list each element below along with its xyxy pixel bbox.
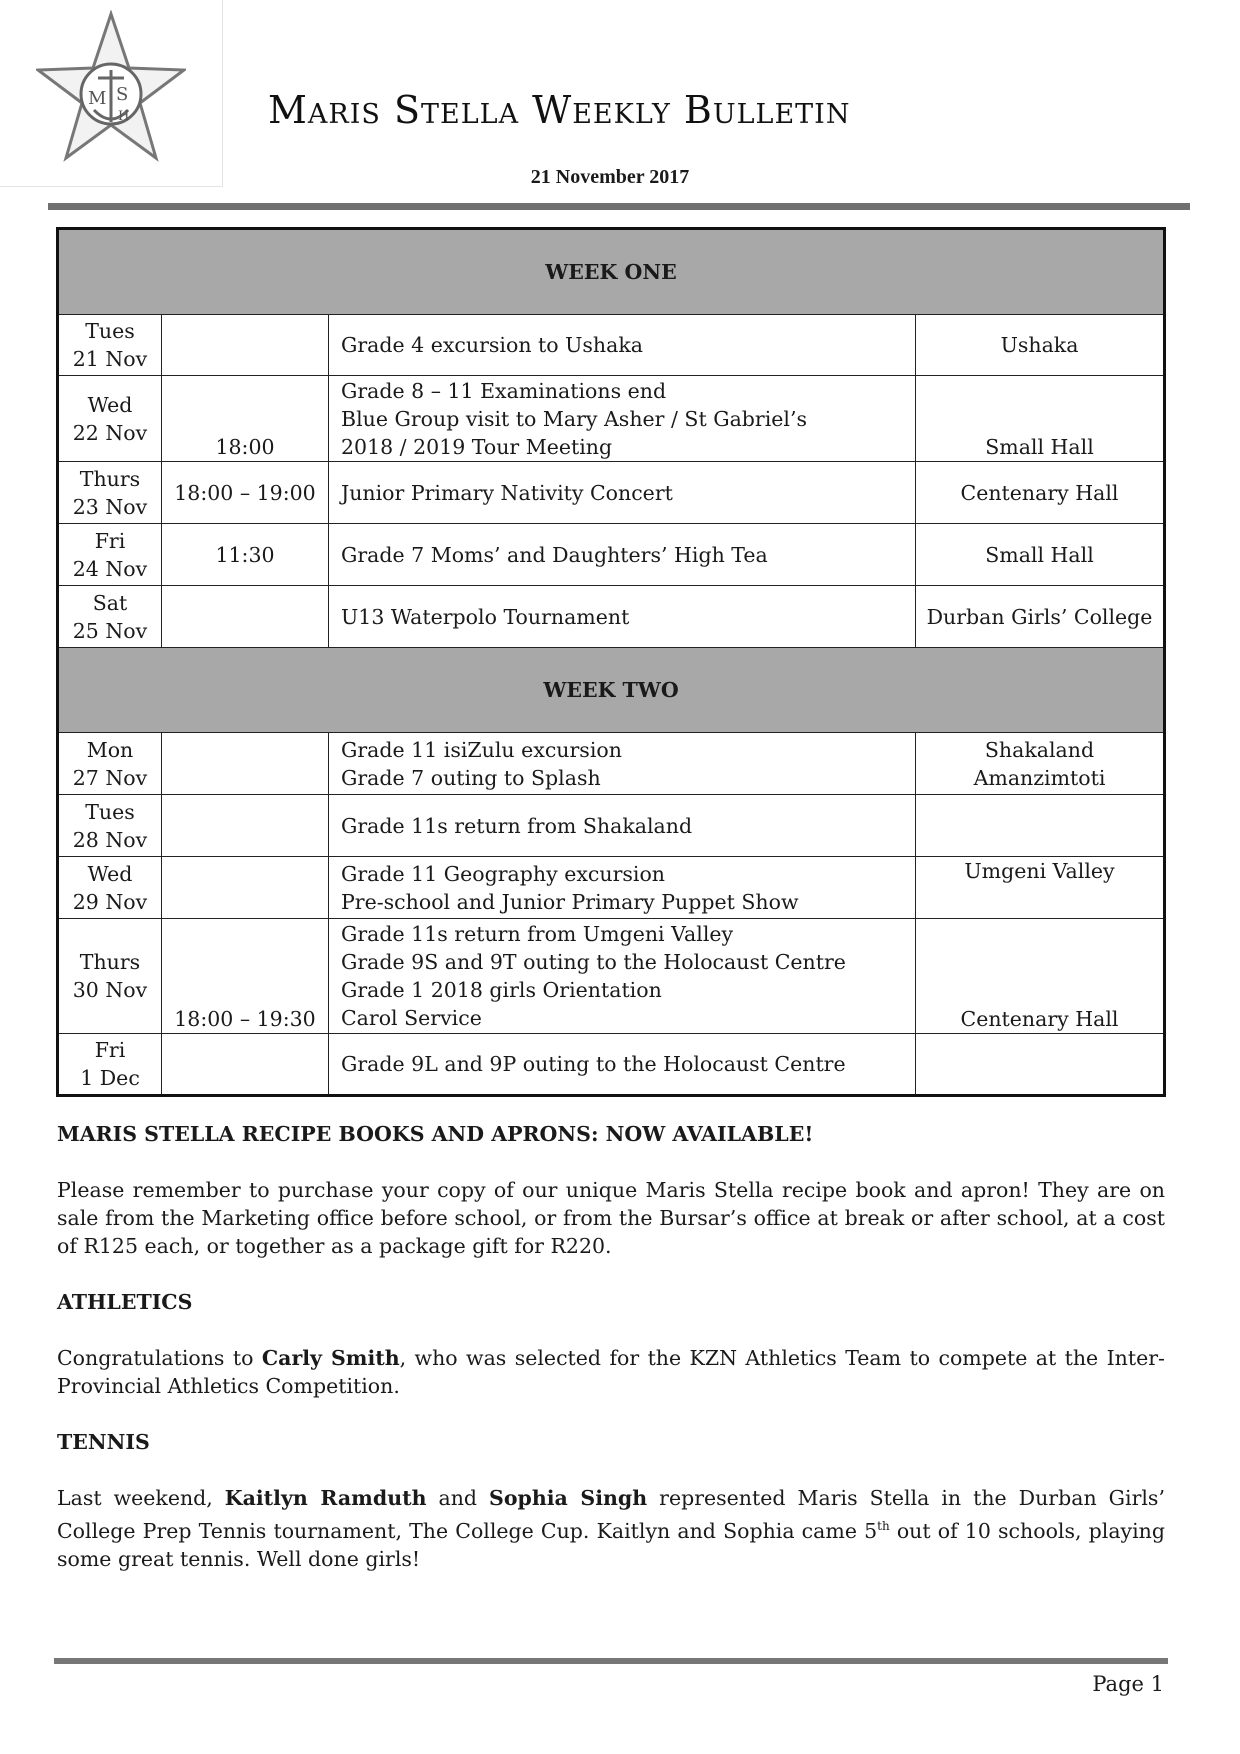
bulletin-date: 21 November 2017 xyxy=(530,166,690,188)
table-row xyxy=(58,919,1165,1034)
event-cell: Grade 11 Geography excursion Pre-school and Junior Primary Puppet Show xyxy=(329,857,916,919)
event-cell: Junior Primary Nativity Concert xyxy=(329,462,916,524)
venue-cell: Ushaka xyxy=(916,315,1165,376)
time-cell: 11:30 xyxy=(162,524,329,586)
day-cell: Thurs 23 Nov xyxy=(58,462,162,524)
time-cell xyxy=(162,315,329,376)
day-cell: Wed 22 Nov xyxy=(58,376,162,462)
player-name: Sophia Singh xyxy=(489,1486,648,1510)
time-cell: 18:00 – 19:30 xyxy=(162,919,329,1034)
week-two-header-row xyxy=(58,648,1165,733)
day-cell: Sat 25 Nov xyxy=(58,586,162,648)
footer-divider xyxy=(54,1658,1168,1664)
day-cell: Fri 1 Dec xyxy=(58,1034,162,1096)
week-one-header-row xyxy=(58,229,1165,315)
day-cell: Tues 28 Nov xyxy=(58,795,162,857)
logo-letters: M xyxy=(88,88,107,109)
star-anchor-crest-icon xyxy=(36,10,186,170)
athletics-paragraph: Congratulations to Carly Smith, who was selected for the KZN Athletics Team to compete at the Inter-Provincial Athletics Competition. xyxy=(57,1346,1165,1398)
event-cell: Grade 9L and 9P outing to the Holocaust Centre xyxy=(329,1034,916,1096)
athlete-name: Carly Smith xyxy=(261,1346,400,1370)
venue-cell: Centenary Hall xyxy=(916,462,1165,524)
time-cell xyxy=(162,733,329,795)
venue-cell: Centenary Hall xyxy=(916,919,1165,1034)
page-number: Page 1 xyxy=(1092,1672,1164,1696)
time-cell: 18:00 – 19:00 xyxy=(162,462,329,524)
tennis-paragraph: Last weekend, Kaitlyn Ramduth and Sophia Singh represented Maris Stella in the Durban Girls’ College Prep Tennis tournament, The College Cup. Kaitlyn and Sophia came 5th out of 10 schools, playing some great tennis. Well done girls! xyxy=(57,1486,1165,1571)
week-one-label: WEEK ONE xyxy=(58,229,1165,315)
svg-text:S: S xyxy=(116,84,129,105)
recipe-heading: MARIS STELLA RECIPE BOOKS AND APRONS: NOW AVAILABLE! xyxy=(57,1122,814,1146)
table-row xyxy=(58,586,1165,648)
recipe-paragraph: Please remember to purchase your copy of our unique Maris Stella recipe book and apron! They are on sale from the Marketing office before school, or from the Bursar’s office at break or after school, at a cost of R125 each, or together as a package gift for R220. xyxy=(57,1178,1165,1258)
venue-cell: Shakaland Amanzimtoti xyxy=(916,733,1165,795)
event-cell: Grade 11 isiZulu excursion Grade 7 outing to Splash xyxy=(329,733,916,795)
day-cell: Fri 24 Nov xyxy=(58,524,162,586)
table-row xyxy=(58,733,1165,795)
svg-text:H: H xyxy=(118,109,130,124)
player-name: Kaitlyn Ramduth xyxy=(224,1486,427,1510)
time-cell xyxy=(162,1034,329,1096)
calendar-table xyxy=(56,227,1166,1097)
venue-cell: Small Hall xyxy=(916,376,1165,462)
time-cell xyxy=(162,857,329,919)
header-divider xyxy=(48,203,1190,210)
venue-cell: Umgeni Valley xyxy=(916,857,1165,919)
table-row xyxy=(58,1034,1165,1096)
event-cell: U13 Waterpolo Tournament xyxy=(329,586,916,648)
event-cell: Grade 4 excursion to Ushaka xyxy=(329,315,916,376)
athletics-heading: ATHLETICS xyxy=(57,1290,193,1314)
table-row xyxy=(58,524,1165,586)
table-row xyxy=(58,462,1165,524)
venue-cell xyxy=(916,1034,1165,1096)
event-cell: Grade 7 Moms’ and Daughters’ High Tea xyxy=(329,524,916,586)
day-cell: Tues 21 Nov xyxy=(58,315,162,376)
day-cell: Mon 27 Nov xyxy=(58,733,162,795)
time-cell: 18:00 xyxy=(162,376,329,462)
venue-cell: Small Hall xyxy=(916,524,1165,586)
table-row xyxy=(58,376,1165,462)
venue-cell xyxy=(916,795,1165,857)
day-cell: Thurs 30 Nov xyxy=(58,919,162,1034)
event-cell: Grade 8 – 11 Examinations end Blue Group visit to Mary Asher / St Gabriel’s 2018 / 2019 Tour Meeting xyxy=(329,376,916,462)
event-cell: Grade 11s return from Shakaland xyxy=(329,795,916,857)
event-cell: Grade 11s return from Umgeni Valley Grade 9S and 9T outing to the Holocaust Centre Grade 1 2018 girls Orientation Carol Service xyxy=(329,919,916,1034)
venue-cell: Durban Girls’ College xyxy=(916,586,1165,648)
school-logo xyxy=(0,0,223,187)
time-cell xyxy=(162,795,329,857)
bulletin-title: Maris Stella Weekly Bulletin xyxy=(268,88,851,132)
table-row xyxy=(58,795,1165,857)
week-two-label: WEEK TWO xyxy=(58,648,1165,733)
tennis-heading: TENNIS xyxy=(57,1430,150,1454)
table-row xyxy=(58,315,1165,376)
day-cell: Wed 29 Nov xyxy=(58,857,162,919)
table-row xyxy=(58,857,1165,919)
time-cell xyxy=(162,586,329,648)
